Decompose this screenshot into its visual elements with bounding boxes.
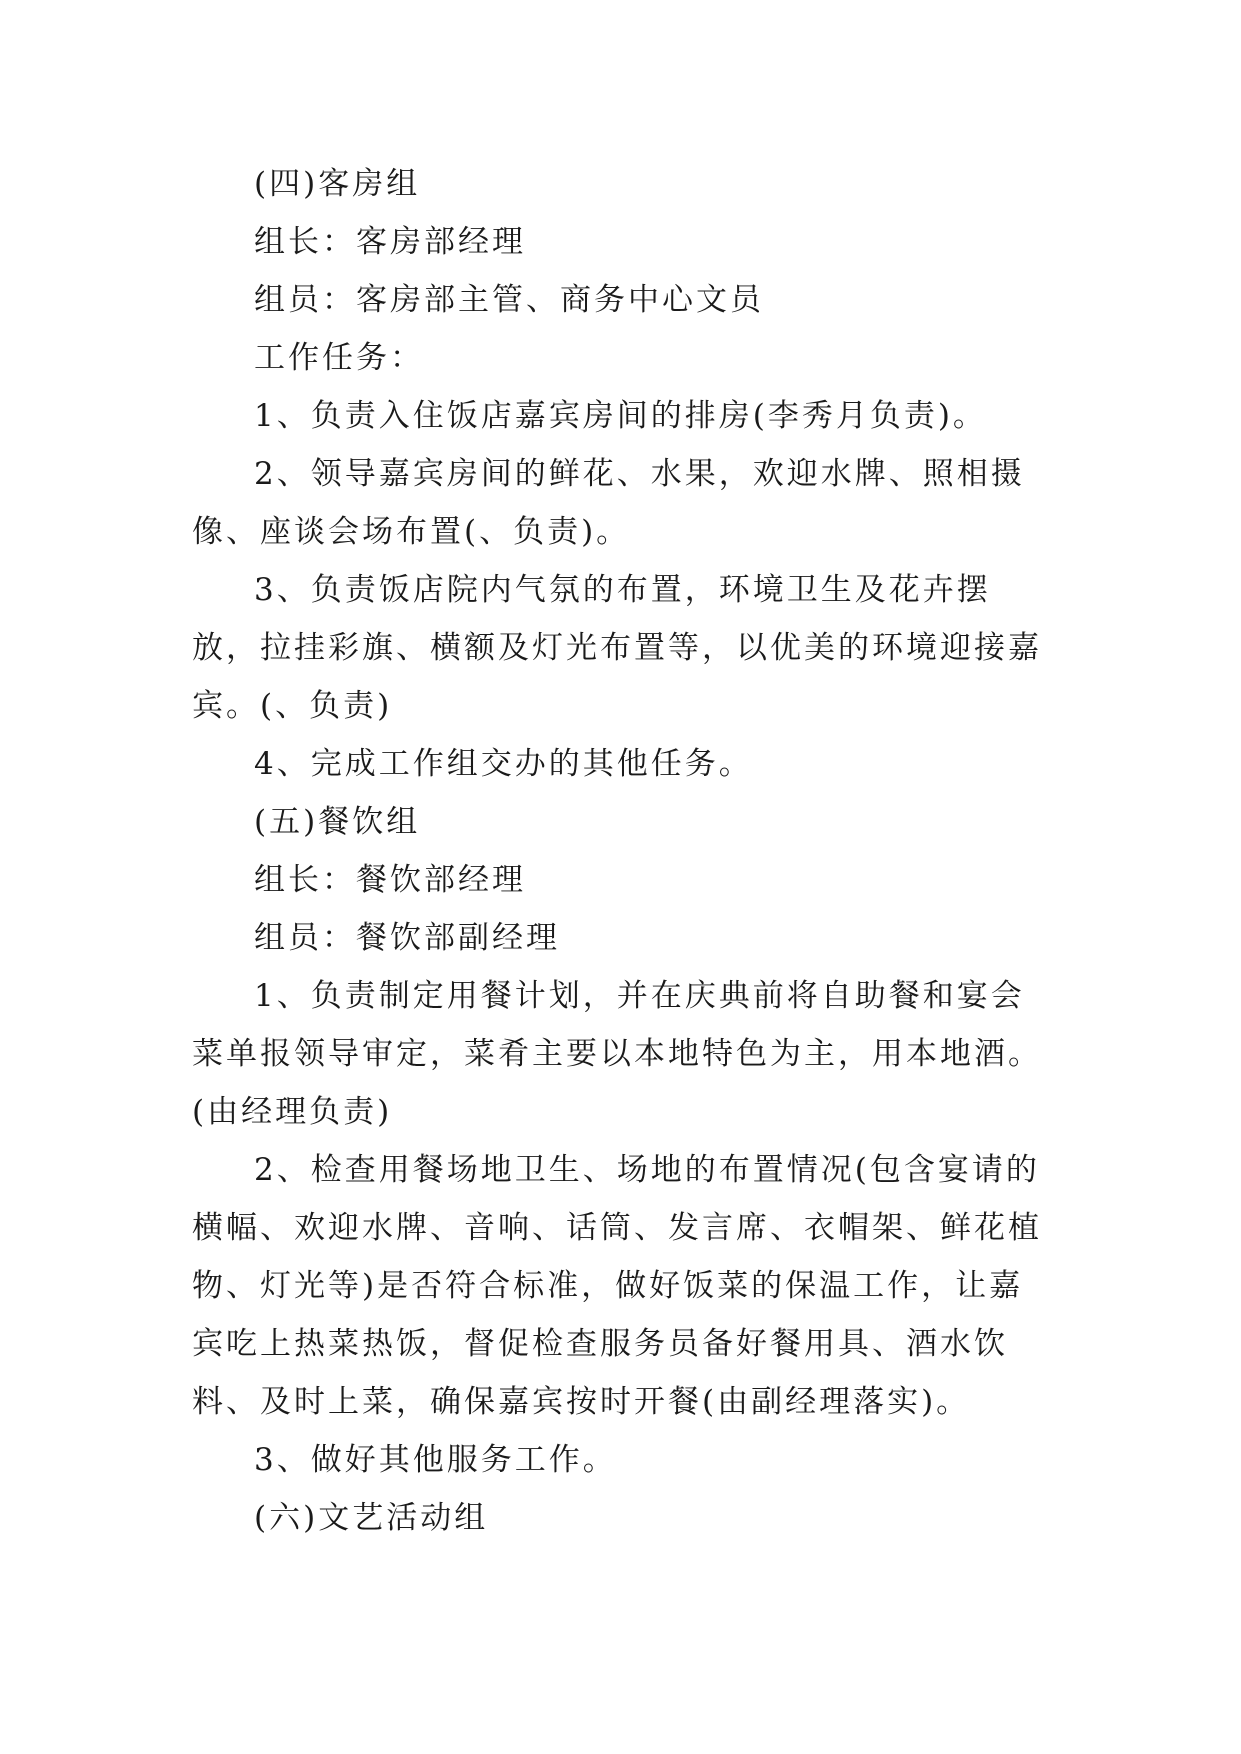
- document-body: [192, 155, 1052, 1547]
- section-heading-housekeeping: (四)客房组: [254, 166, 421, 202]
- paragraph-task-4: 4、完成工作组交办的其他任务。: [254, 746, 753, 782]
- paragraph-task-1: 1、负责入住饭店嘉宾房间的排房(李秀月负责)。: [254, 398, 987, 434]
- paragraph-group-leader: 组长：客房部经理: [254, 224, 526, 260]
- section-heading-arts: (六)文艺活动组: [254, 1500, 489, 1536]
- paragraph-catering-task-1: 1、负责制定用餐计划，并在庆典前将自助餐和宴会菜单报领导审定，菜肴主要以本地特色为主，用本地酒。(由经理负责): [192, 978, 1042, 1130]
- paragraph-catering-task-2: 2、检查用餐场地卫生、场地的布置情况(包含宴请的横幅、欢迎水牌、音响、话筒、发言席、衣帽架、鲜花植物、灯光等)是否符合标准，做好饭菜的保温工作，让嘉宾吃上热菜热饭，督促检查服务员备好餐用具、酒水饮料、及时上菜，确保嘉宾按时开餐(由副经理落实)。: [192, 1152, 1042, 1420]
- paragraph-catering-task-3: 3、做好其他服务工作。: [254, 1442, 617, 1478]
- paragraph-task-2: 2、领导嘉宾房间的鲜花、水果，欢迎水牌、照相摄像、座谈会场布置(、负责)。: [192, 456, 1025, 550]
- paragraph-catering-members: 组员：餐饮部副经理: [254, 920, 560, 956]
- paragraph-tasks-label: 工作任务：: [254, 340, 424, 376]
- section-heading-catering: (五)餐饮组: [254, 804, 421, 840]
- paragraph-group-members: 组员：客房部主管、商务中心文员: [254, 282, 764, 318]
- paragraph-task-3: 3、负责饭店院内气氛的布置，环境卫生及花卉摆放，拉挂彩旗、横额及灯光布置等，以优美的环境迎接嘉宾。(、负责): [192, 572, 1042, 724]
- paragraph-catering-leader: 组长：餐饮部经理: [254, 862, 526, 898]
